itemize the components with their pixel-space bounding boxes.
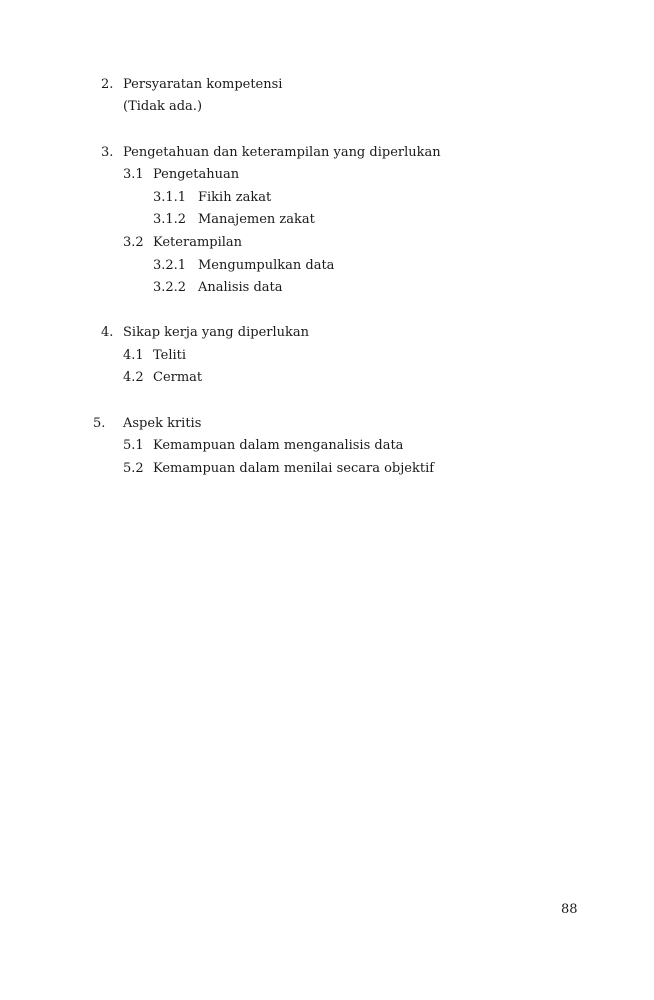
- item-3-2-2-number: 3.2.2: [153, 280, 187, 295]
- section-3-title: Pengetahuan dan keterampilan yang diperlukan: [123, 145, 441, 160]
- item-3-1-1-number: 3.1.1: [153, 190, 187, 205]
- item-4-2-number: 4.2: [123, 370, 144, 385]
- section-5-number: 5.: [93, 416, 106, 431]
- item-5-1-label: Kemampuan dalam menganalisis data: [153, 438, 404, 453]
- section-2-note: (Tidak ada.): [123, 99, 203, 114]
- item-3-1-label: Pengetahuan: [153, 167, 240, 182]
- item-3-1-number: 3.1: [123, 167, 144, 182]
- item-3-2-label: Keterampilan: [153, 235, 243, 250]
- item-4-1-label: Teliti: [153, 348, 187, 363]
- section-2-title: Persyaratan kompetensi: [123, 77, 283, 92]
- section-2-number: 2.: [101, 77, 114, 92]
- item-3-2-number: 3.2: [123, 235, 144, 250]
- item-3-2-1-label: Mengumpulkan data: [198, 258, 335, 273]
- item-3-2-1-number: 3.2.1: [153, 258, 187, 273]
- item-5-1-number: 5.1: [123, 438, 144, 453]
- item-3-2-2-label: Analisis data: [198, 280, 283, 295]
- section-5-title: Aspek kritis: [123, 416, 202, 431]
- item-5-2-label: Kemampuan dalam menilai secara objektif: [153, 461, 435, 476]
- item-3-1-2-label: Manajemen zakat: [198, 212, 315, 227]
- item-3-1-2-number: 3.1.2: [153, 212, 187, 227]
- item-3-1-1-label: Fikih zakat: [198, 190, 272, 205]
- section-3-number: 3.: [101, 145, 114, 160]
- item-4-2-label: Cermat: [153, 370, 203, 385]
- item-5-2-number: 5.2: [123, 461, 144, 476]
- page-number: 88: [561, 902, 578, 917]
- section-4-number: 4.: [101, 325, 114, 340]
- item-4-1-number: 4.1: [123, 348, 144, 363]
- section-4-title: Sikap kerja yang diperlukan: [123, 325, 310, 340]
